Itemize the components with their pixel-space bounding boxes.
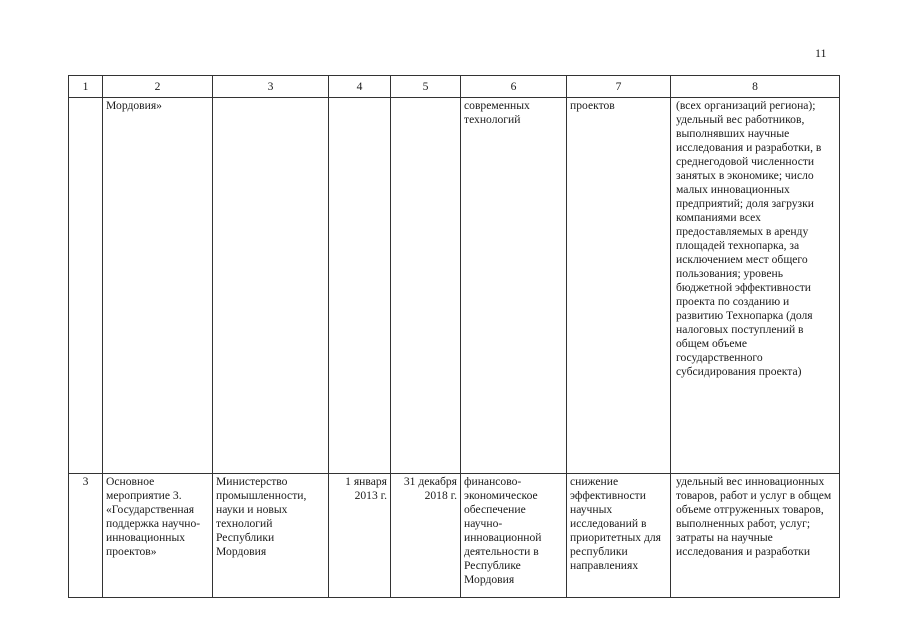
header-cell: 5 xyxy=(391,76,461,98)
cell-activity: Основное мероприятие 3. «Государственная поддержка научно-инновационных проектов» xyxy=(103,474,213,598)
cell-result: финансово-экономическое обеспечение научно-инновационной деятельности в Республике Мордовия xyxy=(461,474,567,598)
cell-executor xyxy=(213,98,329,474)
header-cell: 1 xyxy=(69,76,103,98)
header-cell: 8 xyxy=(671,76,840,98)
cell-indicators: (всех организаций региона); удельный вес работников, выполнявших научные исследования и разработки, в среднегодовой численности занятых в экономике; число малых инновационных предприятий; доля загрузки компаниями всех предоставляемых в аренду площадей технопарка, за исключением мест общего пользования; уровень бюджетной эффективности проекта по созданию и развитию Технопарка (доля налоговых поступлений в общем объеме государственного субсидирования проекта) xyxy=(671,98,840,474)
cell-activity: Мордовия» xyxy=(103,98,213,474)
page-number: 11 xyxy=(815,46,827,60)
table-row xyxy=(69,474,840,598)
header-cell: 3 xyxy=(213,76,329,98)
table-row xyxy=(69,98,840,474)
cell-end-date xyxy=(391,98,461,474)
cell-result: современных технологий xyxy=(461,98,567,474)
cell-end-date: 31 декабря 2018 г. xyxy=(391,474,461,598)
cell-start-date xyxy=(329,98,391,474)
cell-indicators: удельный вес инновационных товаров, работ и услуг в общем объеме отгруженных товаров, выполненных работ, услуг; затраты на научные исследования и разработки xyxy=(671,474,840,598)
header-cell: 2 xyxy=(103,76,213,98)
header-cell: 7 xyxy=(567,76,671,98)
header-cell: 6 xyxy=(461,76,567,98)
cell-consequences: проектов xyxy=(567,98,671,474)
header-cell: 4 xyxy=(329,76,391,98)
cell-executor: Министерство промышленности, науки и новых технологий Республики Мордовия xyxy=(213,474,329,598)
header-row xyxy=(69,76,840,98)
cell-start-date: 1 января 2013 г. xyxy=(329,474,391,598)
cell-number: 3 xyxy=(69,474,103,598)
cell-number xyxy=(69,98,103,474)
cell-consequences: снижение эффективности научных исследований в приоритетных для республики направлениях xyxy=(567,474,671,598)
program-table xyxy=(68,75,840,598)
